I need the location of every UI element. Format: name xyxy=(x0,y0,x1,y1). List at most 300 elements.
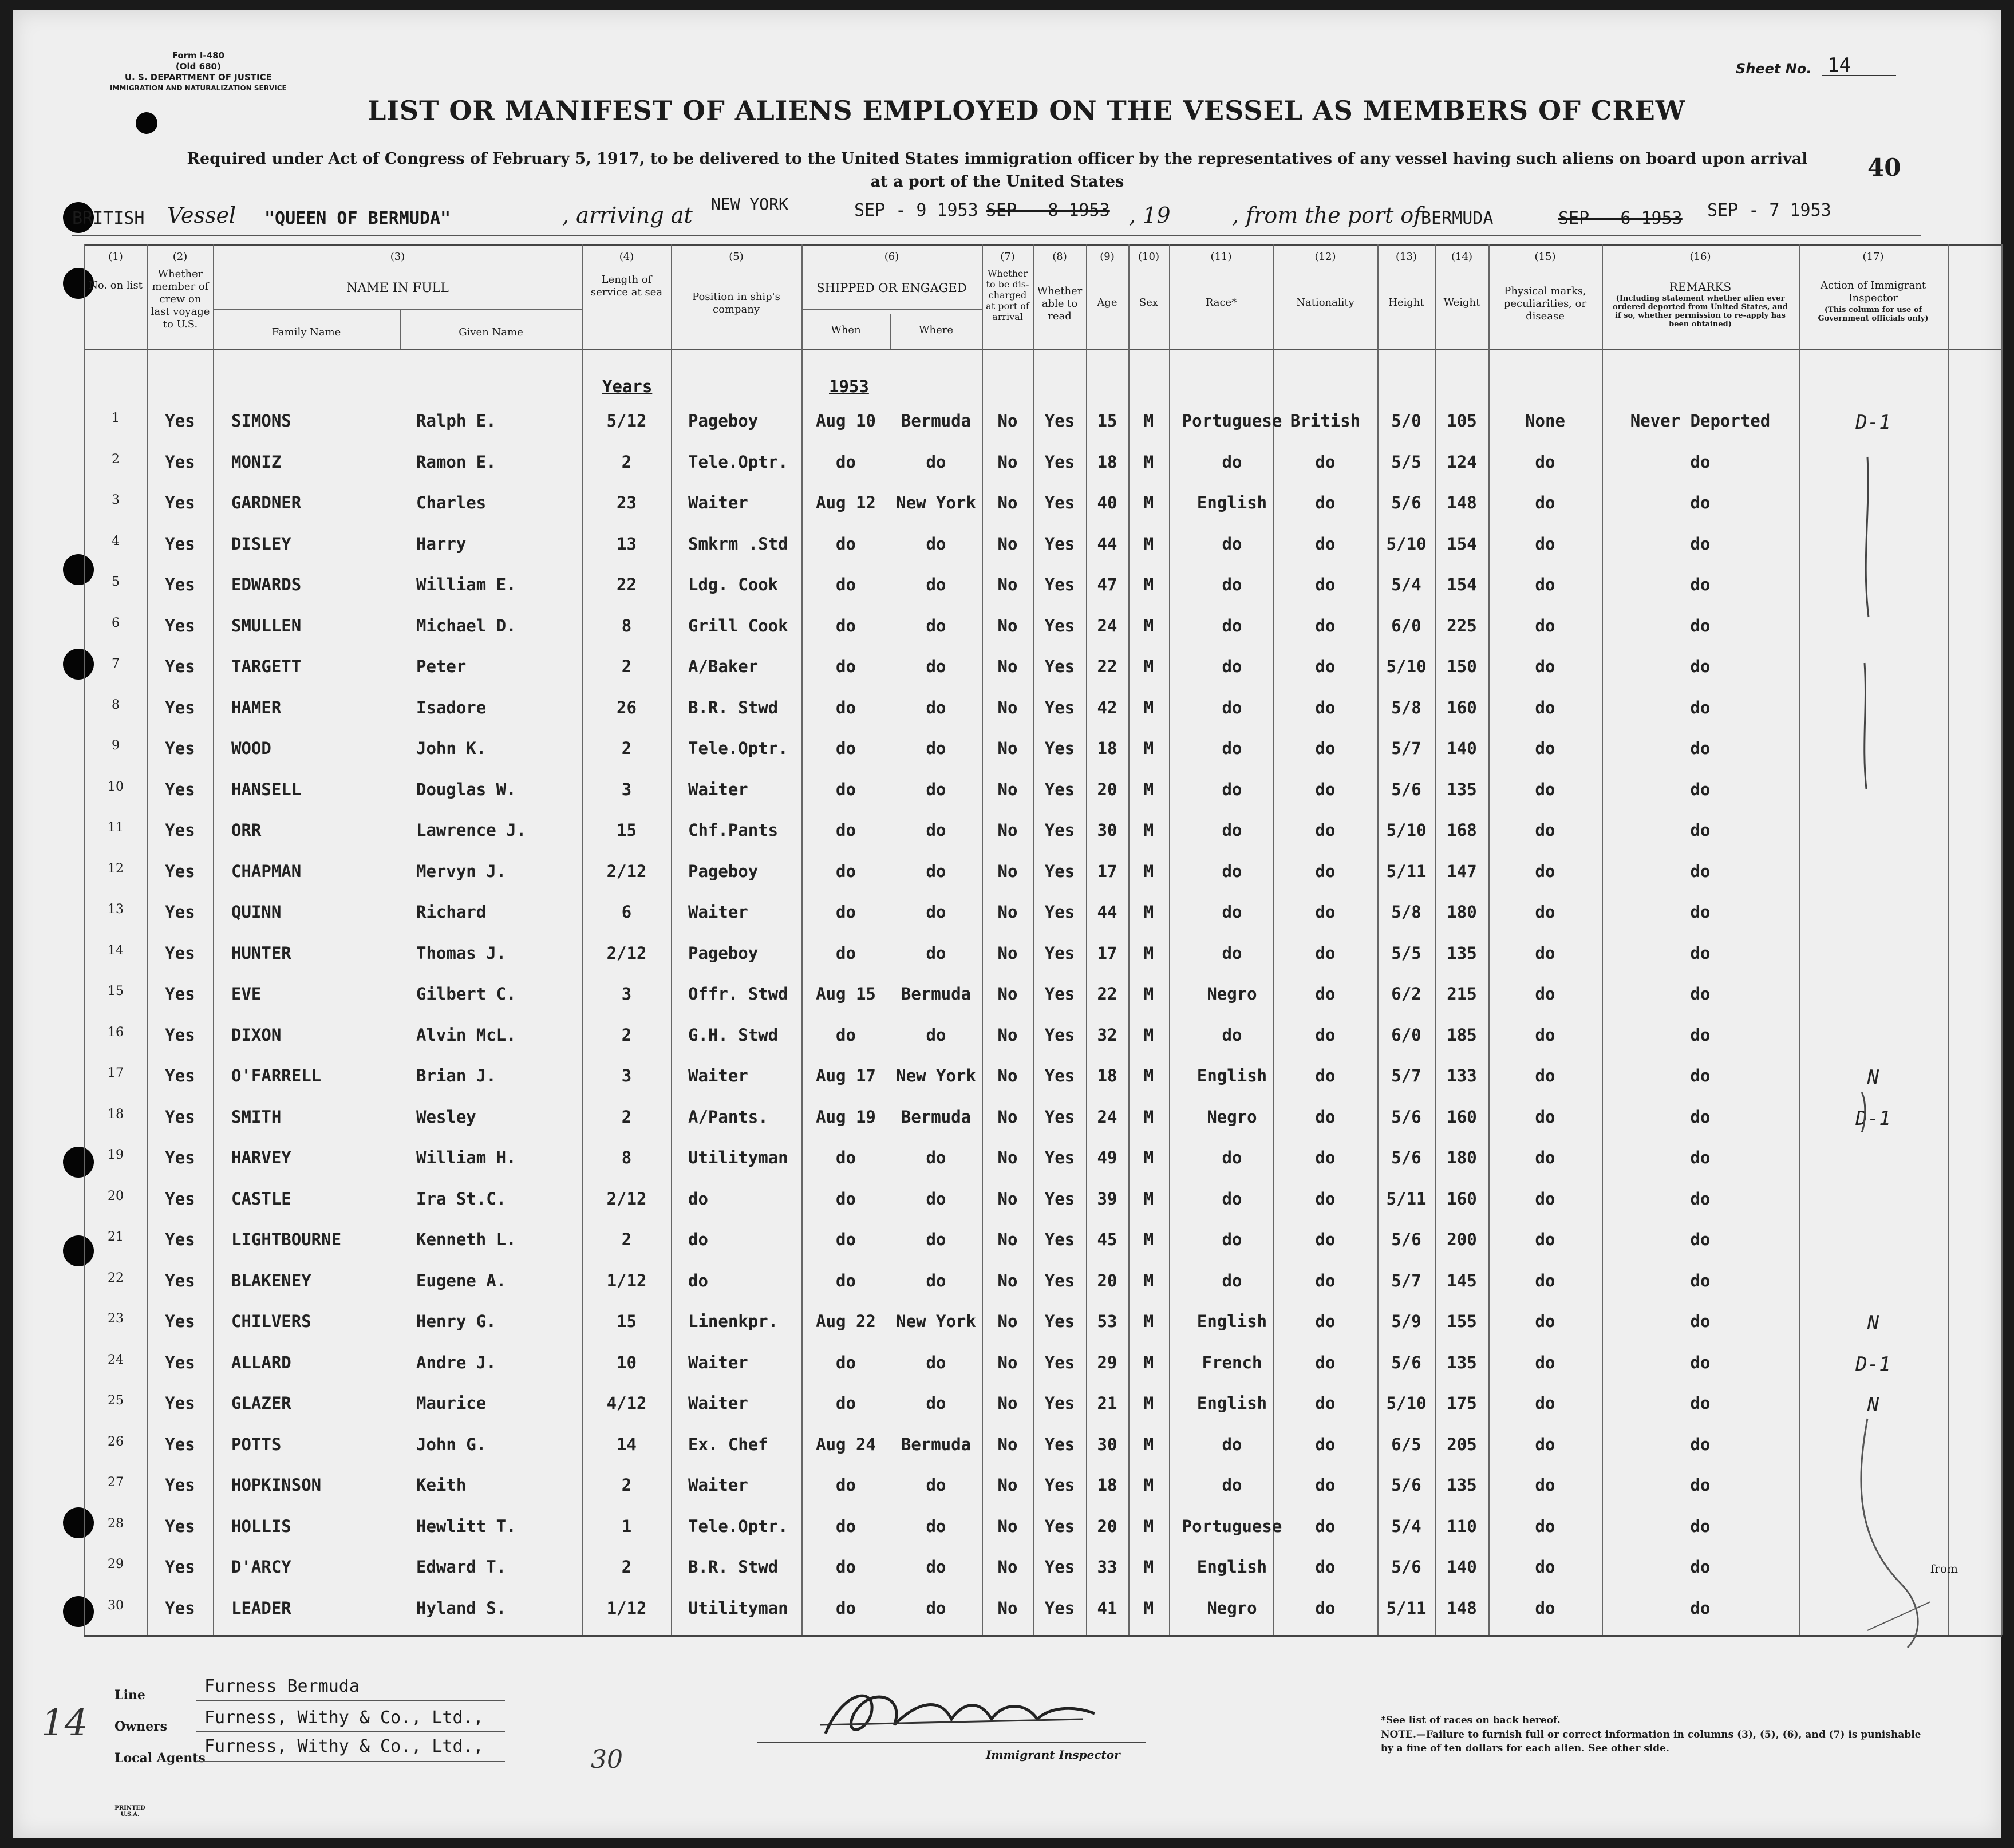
table-row xyxy=(13,1517,2001,1557)
cell-family-name: QUINN xyxy=(231,902,282,922)
cell-weight: 110 xyxy=(1447,1517,1477,1536)
cell-sex: M xyxy=(1143,1312,1154,1331)
from-port-label: , from the port of xyxy=(1232,203,1422,228)
cell-given-name: Keith xyxy=(416,1475,467,1495)
row-number: 18 xyxy=(108,1107,124,1122)
cell-able-to-read: Yes xyxy=(1044,616,1075,635)
cell-where: do xyxy=(926,1353,946,1372)
cell-crew-member: Yes xyxy=(165,1271,195,1290)
cell-discharged: No xyxy=(997,575,1018,594)
cell-length-service: 2 xyxy=(621,452,632,472)
row-number: 17 xyxy=(108,1066,124,1080)
cell-remarks: do xyxy=(1690,534,1711,554)
cell-family-name: SMITH xyxy=(231,1107,282,1127)
row-number: 30 xyxy=(108,1598,124,1613)
row-number: 25 xyxy=(108,1393,124,1408)
cell-length-service: 8 xyxy=(621,1148,632,1167)
cell-given-name: Thomas J. xyxy=(416,943,507,963)
cell-nationality: do xyxy=(1315,698,1336,717)
cell-where: Bermuda xyxy=(901,1107,972,1127)
cell-age: 29 xyxy=(1097,1353,1117,1372)
cell-where: do xyxy=(926,1148,946,1167)
cell-length-service: 2 xyxy=(621,1230,632,1249)
cell-able-to-read: Yes xyxy=(1044,1353,1075,1372)
cell-race: do xyxy=(1222,780,1242,799)
col-head-action: Action of Immigrant Inspector xyxy=(1820,279,1926,304)
row-number: 14 xyxy=(108,943,124,958)
cell-where: do xyxy=(926,862,946,881)
cell-crew-member: Yes xyxy=(165,1066,195,1085)
cell-sex: M xyxy=(1143,1271,1154,1290)
cell-crew-member: Yes xyxy=(165,1517,195,1536)
row-number: 22 xyxy=(108,1271,124,1285)
cell-age: 53 xyxy=(1097,1312,1117,1331)
cell-length-service: 3 xyxy=(621,780,632,799)
cell-height: 5/10 xyxy=(1386,1393,1427,1413)
cell-sex: M xyxy=(1143,1557,1154,1577)
cell-where: do xyxy=(926,575,946,594)
cell-age: 32 xyxy=(1097,1025,1117,1045)
cell-position: Chf.Pants xyxy=(688,820,779,840)
cell-physical-marks: do xyxy=(1535,862,1555,881)
cell-weight: 148 xyxy=(1447,493,1477,512)
cell-sex: M xyxy=(1143,534,1154,554)
printed-mark: PRINTED U.S.A. xyxy=(114,1805,145,1818)
cell-physical-marks: do xyxy=(1535,780,1555,799)
cell-when: do xyxy=(836,902,856,922)
cell-race: English xyxy=(1196,1393,1267,1413)
sheet-number-underline xyxy=(1822,75,1896,76)
cell-given-name: Edward T. xyxy=(416,1557,507,1577)
form-identifier xyxy=(110,50,287,94)
cell-family-name: SIMONS xyxy=(231,411,291,431)
cell-remarks: do xyxy=(1690,575,1711,594)
table-row xyxy=(13,1271,2001,1311)
cell-discharged: No xyxy=(997,1271,1018,1290)
col-head-discharged: Whether to be dis-charged at port of arrival xyxy=(986,268,1029,322)
cell-crew-member: Yes xyxy=(165,984,195,1004)
cell-when: do xyxy=(836,739,856,758)
cell-weight: 135 xyxy=(1447,943,1477,963)
cell-when: Aug 24 xyxy=(816,1435,876,1454)
cell-given-name: Hewlitt T. xyxy=(416,1517,516,1536)
cell-height: 5/6 xyxy=(1391,780,1421,799)
cell-crew-member: Yes xyxy=(165,1230,195,1249)
table-row xyxy=(13,1353,2001,1393)
cell-height: 6/0 xyxy=(1391,1025,1421,1045)
cell-where: do xyxy=(926,820,946,840)
cell-when: do xyxy=(836,657,856,676)
cell-able-to-read: Yes xyxy=(1044,1148,1075,1167)
col-head-action-note: (This column for use of Government officials only) xyxy=(1818,306,1929,323)
stamp-from-text: from xyxy=(1930,1562,1958,1575)
cell-where: Bermuda xyxy=(901,1435,972,1454)
name-header-rule xyxy=(213,309,582,310)
cell-position: Linenkpr. xyxy=(688,1312,779,1331)
cell-when: do xyxy=(836,452,856,472)
cell-able-to-read: Yes xyxy=(1044,862,1075,881)
cell-given-name: Alvin McL. xyxy=(416,1025,516,1045)
cell-nationality: do xyxy=(1315,616,1336,635)
cell-where: New York xyxy=(896,1312,976,1331)
cell-length-service: 3 xyxy=(621,1066,632,1085)
cell-when: do xyxy=(836,616,856,635)
col-head-family-name: Family Name xyxy=(271,326,341,338)
table-row xyxy=(13,452,2001,492)
cell-position: Pageboy xyxy=(688,943,759,963)
cell-height: 5/6 xyxy=(1391,1353,1421,1372)
cell-race: English xyxy=(1196,1557,1267,1577)
cell-length-service: 23 xyxy=(617,493,637,512)
row-number: 27 xyxy=(108,1475,124,1490)
cell-race: do xyxy=(1222,1148,1242,1167)
cell-crew-member: Yes xyxy=(165,657,195,676)
cell-race: English xyxy=(1196,1066,1267,1085)
cell-able-to-read: Yes xyxy=(1044,411,1075,431)
cell-age: 24 xyxy=(1097,616,1117,635)
cell-nationality: do xyxy=(1315,1517,1336,1536)
cell-physical-marks: do xyxy=(1535,820,1555,840)
action-column-tick-marks xyxy=(1845,445,1879,1132)
cell-weight: 154 xyxy=(1447,534,1477,554)
cell-action: N xyxy=(1867,1066,1879,1089)
table-row xyxy=(13,1189,2001,1229)
table-row xyxy=(13,820,2001,860)
cell-family-name: HUNTER xyxy=(231,943,291,963)
inspector-signature-line xyxy=(757,1742,1146,1743)
cell-where: do xyxy=(926,1189,946,1209)
cell-when: do xyxy=(836,1598,856,1618)
table-row xyxy=(13,902,2001,942)
cell-length-service: 15 xyxy=(617,1312,637,1331)
cell-height: 5/7 xyxy=(1391,1066,1421,1085)
cell-given-name: William H. xyxy=(416,1148,516,1167)
cell-race: Negro xyxy=(1207,1107,1257,1127)
cell-weight: 180 xyxy=(1447,902,1477,922)
cell-family-name: DISLEY xyxy=(231,534,291,554)
col-head-where: Where xyxy=(918,324,953,336)
cell-length-service: 4/12 xyxy=(606,1393,647,1413)
cell-height: 5/0 xyxy=(1391,411,1421,431)
cell-nationality: do xyxy=(1315,1230,1336,1249)
cell-crew-member: Yes xyxy=(165,1148,195,1167)
row-number: 26 xyxy=(108,1435,124,1449)
cell-nationality: do xyxy=(1315,493,1336,512)
cell-age: 33 xyxy=(1097,1557,1117,1577)
cell-when: do xyxy=(836,698,856,717)
cell-where: do xyxy=(926,698,946,717)
cell-race: do xyxy=(1222,820,1242,840)
cell-remarks: do xyxy=(1690,820,1711,840)
table-row xyxy=(13,534,2001,574)
cell-weight: 160 xyxy=(1447,698,1477,717)
row-number: 6 xyxy=(112,616,120,630)
cell-physical-marks: do xyxy=(1535,1148,1555,1167)
row-number: 23 xyxy=(108,1312,124,1326)
cell-height: 5/8 xyxy=(1391,698,1421,717)
cell-where: do xyxy=(926,1598,946,1618)
cell-discharged: No xyxy=(997,411,1018,431)
cell-sex: M xyxy=(1143,902,1154,922)
cell-able-to-read: Yes xyxy=(1044,575,1075,594)
cell-age: 18 xyxy=(1097,1475,1117,1495)
cell-when: do xyxy=(836,1557,856,1577)
cell-race: do xyxy=(1222,1475,1242,1495)
cell-family-name: LEADER xyxy=(231,1598,291,1618)
department-name: U. S. DEPARTMENT OF JUSTICE xyxy=(124,72,272,82)
cell-remarks: do xyxy=(1690,984,1711,1004)
cell-crew-member: Yes xyxy=(165,534,195,554)
cell-position: B.R. Stwd xyxy=(688,1557,779,1577)
col-num-1: (1) xyxy=(108,251,123,263)
cell-physical-marks: do xyxy=(1535,1107,1555,1127)
local-agents-label: Local Agents xyxy=(114,1751,206,1766)
cell-sex: M xyxy=(1143,1189,1154,1209)
cell-remarks: do xyxy=(1690,862,1711,881)
cell-weight: 150 xyxy=(1447,657,1477,676)
cell-race: do xyxy=(1222,1271,1242,1290)
cell-physical-marks: do xyxy=(1535,1353,1555,1372)
row-number: 7 xyxy=(112,657,120,671)
local-agents-value: Furness, Withy & Co., Ltd., xyxy=(204,1736,484,1756)
col-head-height: Height xyxy=(1388,297,1424,309)
cell-position: Pageboy xyxy=(688,411,759,431)
cell-length-service: 2/12 xyxy=(606,943,647,963)
cell-sex: M xyxy=(1143,1107,1154,1127)
cell-discharged: No xyxy=(997,1148,1018,1167)
cell-discharged: No xyxy=(997,780,1018,799)
arrival-date: SEP - 9 1953 xyxy=(854,200,978,220)
cell-race: do xyxy=(1222,902,1242,922)
cell-remarks: do xyxy=(1690,1148,1711,1167)
row-number: 2 xyxy=(112,452,120,467)
cell-sex: M xyxy=(1143,698,1154,717)
cell-weight: 147 xyxy=(1447,862,1477,881)
cell-crew-member: Yes xyxy=(165,1312,195,1331)
table-row xyxy=(13,984,2001,1024)
col-head-length-service: Length of service at sea xyxy=(590,274,663,298)
vessel-label: Vessel xyxy=(167,203,236,228)
table-row xyxy=(13,1066,2001,1106)
cell-family-name: CHAPMAN xyxy=(231,862,302,881)
col-head-crew-member: Whether member of crew on last voyage to U.S. xyxy=(151,268,210,330)
cell-age: 18 xyxy=(1097,452,1117,472)
col-head-race: Race* xyxy=(1205,297,1237,309)
owners-label: Owners xyxy=(114,1719,168,1734)
cell-nationality: do xyxy=(1315,1271,1336,1290)
vessel-flag: BRITISH xyxy=(72,208,145,228)
cell-sex: M xyxy=(1143,739,1154,758)
cell-remarks: do xyxy=(1690,1271,1711,1290)
line-label: Line xyxy=(114,1688,145,1703)
cell-remarks: do xyxy=(1690,1312,1711,1331)
years-subhead: Years xyxy=(602,377,653,396)
cell-able-to-read: Yes xyxy=(1044,452,1075,472)
cell-age: 30 xyxy=(1097,1435,1117,1454)
cell-sex: M xyxy=(1143,1475,1154,1495)
arrival-date-struck: SEP - 8 1953 xyxy=(986,200,1110,220)
row-number: 20 xyxy=(108,1189,124,1203)
cell-family-name: SMULLEN xyxy=(231,616,302,635)
inspector-label: Immigrant Inspector xyxy=(986,1748,1120,1762)
cell-height: 5/7 xyxy=(1391,739,1421,758)
cell-race: do xyxy=(1222,862,1242,881)
cell-length-service: 2/12 xyxy=(606,862,647,881)
cell-where: New York xyxy=(896,493,976,512)
cell-sex: M xyxy=(1143,1066,1154,1085)
cell-remarks: Never Deported xyxy=(1630,411,1771,431)
cell-age: 42 xyxy=(1097,698,1117,717)
cell-family-name: O'FARRELL xyxy=(231,1066,322,1085)
cell-height: 5/7 xyxy=(1391,1271,1421,1290)
cell-where: do xyxy=(926,1475,946,1495)
cell-weight: 135 xyxy=(1447,1475,1477,1495)
crew-count-note: 30 xyxy=(591,1745,623,1774)
cell-age: 18 xyxy=(1097,739,1117,758)
cell-when: do xyxy=(836,575,856,594)
cell-where: do xyxy=(926,902,946,922)
cell-weight: 148 xyxy=(1447,1598,1477,1618)
col-num-8: (8) xyxy=(1052,251,1067,263)
cell-nationality: do xyxy=(1315,534,1336,554)
sheet-number: 14 xyxy=(1827,54,1851,77)
table-row xyxy=(13,1475,2001,1515)
cell-age: 24 xyxy=(1097,1107,1117,1127)
cell-crew-member: Yes xyxy=(165,780,195,799)
cell-where: do xyxy=(926,452,946,472)
cell-crew-member: Yes xyxy=(165,739,195,758)
cell-remarks: do xyxy=(1690,1353,1711,1372)
cell-age: 22 xyxy=(1097,984,1117,1004)
cell-when: do xyxy=(836,780,856,799)
cell-physical-marks: None xyxy=(1525,411,1565,431)
cell-family-name: HAMER xyxy=(231,698,282,717)
page-subtitle: Required under Act of Congress of February 5, 1917, to be delivered to the United States immigration officer by the representatives of any vessel having such aliens on board upon arrival at a port of the United States xyxy=(187,150,1808,191)
row-number: 8 xyxy=(112,698,120,712)
cell-position: Waiter xyxy=(688,1353,748,1372)
cell-family-name: GARDNER xyxy=(231,493,302,512)
cell-physical-marks: do xyxy=(1535,657,1555,676)
cell-height: 5/6 xyxy=(1391,1557,1421,1577)
cell-able-to-read: Yes xyxy=(1044,780,1075,799)
cell-race: Negro xyxy=(1207,984,1257,1004)
cell-remarks: do xyxy=(1690,739,1711,758)
cell-physical-marks: do xyxy=(1535,1312,1555,1331)
cell-age: 39 xyxy=(1097,1189,1117,1209)
cell-nationality: do xyxy=(1315,1148,1336,1167)
cell-weight: 160 xyxy=(1447,1189,1477,1209)
cell-able-to-read: Yes xyxy=(1044,1312,1075,1331)
cell-weight: 215 xyxy=(1447,984,1477,1004)
cell-remarks: do xyxy=(1690,1393,1711,1413)
cell-weight: 135 xyxy=(1447,1353,1477,1372)
owners-underline xyxy=(196,1731,505,1732)
cell-crew-member: Yes xyxy=(165,1189,195,1209)
cell-remarks: do xyxy=(1690,1189,1711,1209)
cell-crew-member: Yes xyxy=(165,452,195,472)
cell-family-name: EVE xyxy=(231,984,262,1004)
cell-weight: 185 xyxy=(1447,1025,1477,1045)
page-title: LIST OR MANIFEST OF ALIENS EMPLOYED ON THE VESSEL AS MEMBERS OF CREW xyxy=(368,95,1686,126)
cell-remarks: do xyxy=(1690,452,1711,472)
cell-weight: 155 xyxy=(1447,1312,1477,1331)
cell-where: do xyxy=(926,1230,946,1249)
cell-nationality: do xyxy=(1315,984,1336,1004)
row-number: 10 xyxy=(108,780,124,794)
cell-crew-member: Yes xyxy=(165,1435,195,1454)
cell-age: 20 xyxy=(1097,780,1117,799)
cell-family-name: CASTLE xyxy=(231,1189,291,1209)
cell-position: Waiter xyxy=(688,1393,748,1413)
cell-position: Waiter xyxy=(688,493,748,512)
cell-given-name: Isadore xyxy=(416,698,487,717)
col-num-6: (6) xyxy=(884,251,899,263)
table-row xyxy=(13,780,2001,820)
cell-height: 5/6 xyxy=(1391,1148,1421,1167)
cell-given-name: Ralph E. xyxy=(416,411,496,431)
cell-given-name: William E. xyxy=(416,575,516,594)
cell-length-service: 3 xyxy=(621,984,632,1004)
cell-position: Tele.Optr. xyxy=(688,739,788,758)
cell-height: 5/6 xyxy=(1391,493,1421,512)
cell-crew-member: Yes xyxy=(165,820,195,840)
cell-where: New York xyxy=(896,1066,976,1085)
cell-given-name: Ira St.C. xyxy=(416,1189,507,1209)
year-label: , 19 xyxy=(1129,203,1171,228)
cell-physical-marks: do xyxy=(1535,943,1555,963)
table-row xyxy=(13,1557,2001,1597)
row-number: 15 xyxy=(108,984,124,998)
penalty-note: NOTE.—Failure to furnish full or correct information in columns (3), (5), (6), and (7) is punishable by a fine of ten dollars for each alien. See other side. xyxy=(1381,1729,1921,1754)
cell-position: Waiter xyxy=(688,902,748,922)
cell-when: Aug 12 xyxy=(816,493,876,512)
cell-where: do xyxy=(926,1393,946,1413)
cell-race: Portuguese xyxy=(1182,411,1282,431)
cell-when: do xyxy=(836,820,856,840)
cell-physical-marks: do xyxy=(1535,493,1555,512)
cell-remarks: do xyxy=(1690,1557,1711,1577)
cell-height: 5/11 xyxy=(1386,862,1427,881)
cell-race: English xyxy=(1196,1312,1267,1331)
cell-nationality: do xyxy=(1315,1557,1336,1577)
cell-given-name: Eugene A. xyxy=(416,1271,507,1290)
cell-age: 15 xyxy=(1097,411,1117,431)
col-num-11: (11) xyxy=(1210,251,1232,263)
cell-length-service: 6 xyxy=(621,902,632,922)
col-head-no-on-list: No. on list xyxy=(89,279,143,291)
cell-able-to-read: Yes xyxy=(1044,1435,1075,1454)
cell-given-name: Charles xyxy=(416,493,487,512)
cell-nationality: do xyxy=(1315,1435,1336,1454)
cell-height: 6/5 xyxy=(1391,1435,1421,1454)
cell-age: 45 xyxy=(1097,1230,1117,1249)
cell-action: N xyxy=(1867,1393,1879,1416)
cell-race: do xyxy=(1222,739,1242,758)
cell-where: do xyxy=(926,534,946,554)
cell-given-name: Ramon E. xyxy=(416,452,496,472)
cell-remarks: do xyxy=(1690,493,1711,512)
col-num-14: (14) xyxy=(1451,251,1472,263)
cell-where: do xyxy=(926,943,946,963)
cell-weight: 205 xyxy=(1447,1435,1477,1454)
cell-sex: M xyxy=(1143,1148,1154,1167)
col-num-7: (7) xyxy=(1000,251,1015,263)
cell-height: 5/10 xyxy=(1386,820,1427,840)
shipped-header-rule xyxy=(801,309,982,310)
cell-discharged: No xyxy=(997,493,1018,512)
cell-physical-marks: do xyxy=(1535,1435,1555,1454)
cell-discharged: No xyxy=(997,1517,1018,1536)
